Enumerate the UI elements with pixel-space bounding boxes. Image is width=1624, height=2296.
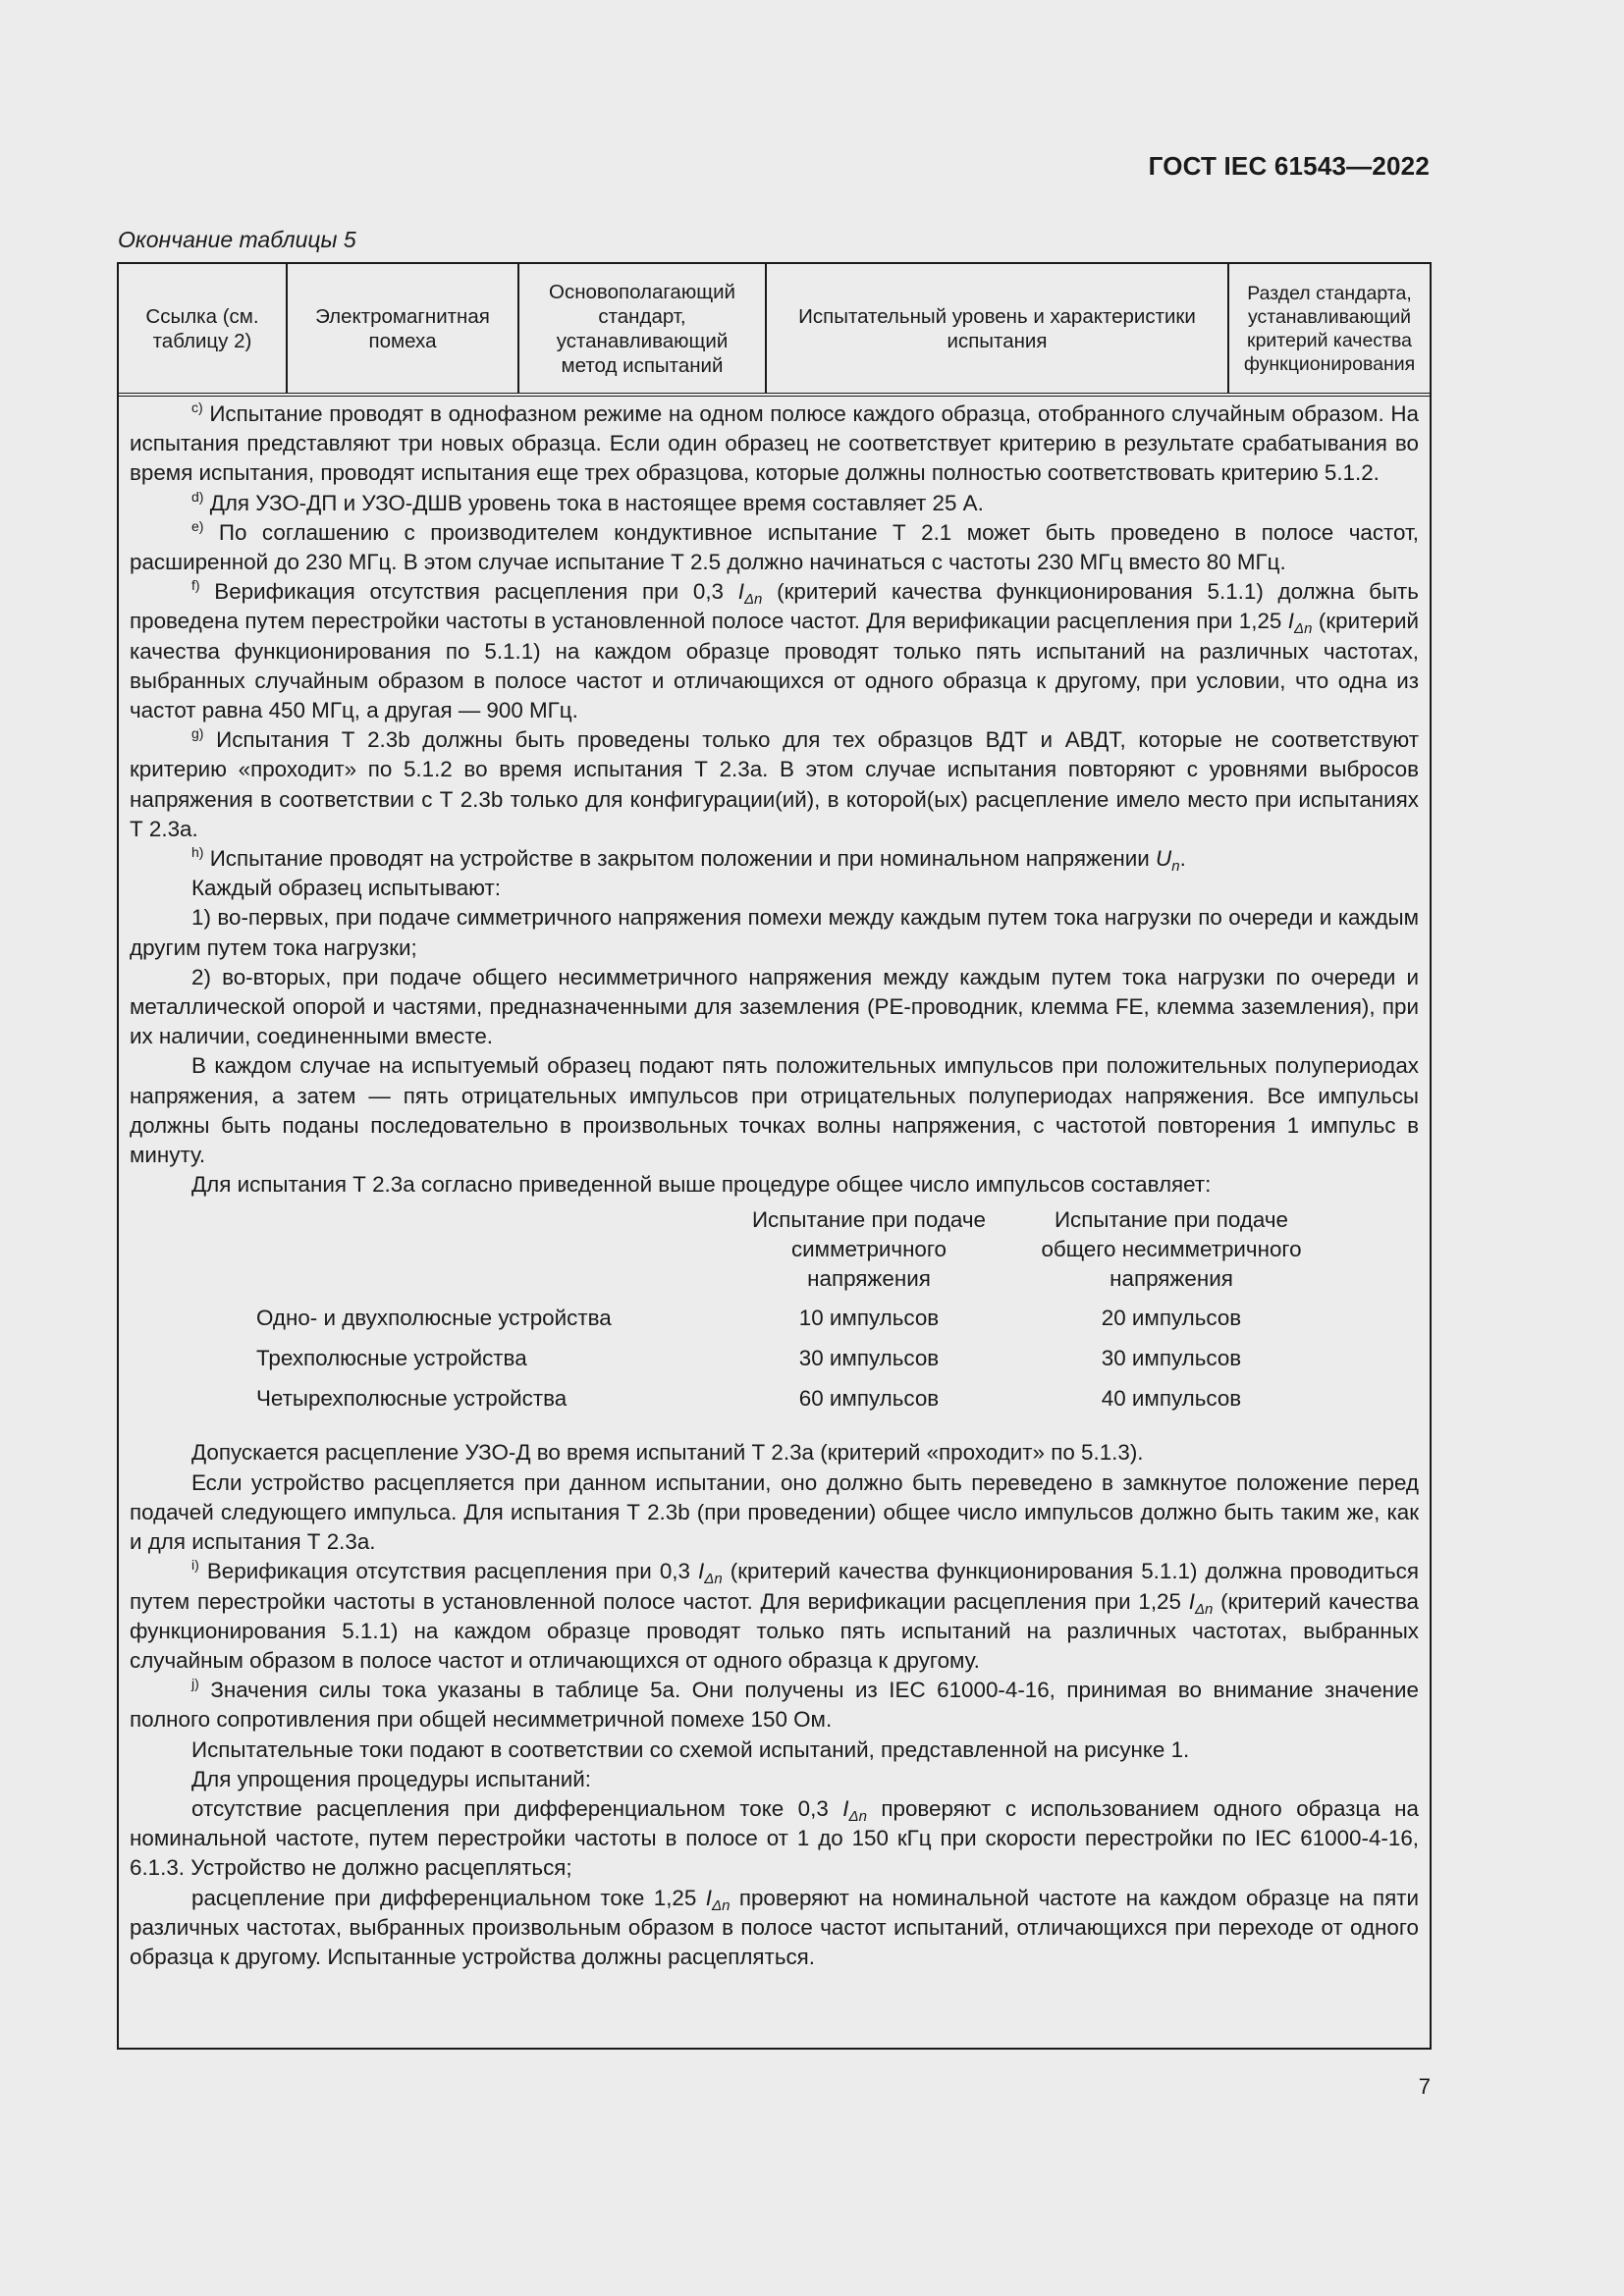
- header-basic-standard: Основополагающий стандарт, устанавливающий метод испытаний: [519, 264, 767, 393]
- footnote-mark-d: d): [191, 488, 204, 505]
- footnote-mark-h: h): [191, 844, 204, 861]
- note-g: [130, 725, 1419, 844]
- note-h-para-3: 1) во-первых, при подаче симметричного напряжения помехи между каждым путем тока нагрузки по очереди и каждым другим путем тока нагрузки;: [130, 905, 1419, 960]
- table-frame: [117, 262, 1432, 2050]
- pulse-symmetric-count: 10 импульсов: [798, 1305, 940, 1330]
- note-h-para-8: Если устройство расцепляется при данном испытании, оно должно быть переведено в замкнутое положение перед подачей следующего импульса. Для испытания Т 2.3b (при проведении) общее число импульсов должно быть таким же, как и для испытания Т 2.3а.: [130, 1469, 1419, 1555]
- note-h-para-7: Допускается расцепление УЗО-Д во время испытаний Т 2.3а (критерий «проходит» по 5.1.3).: [191, 1440, 1144, 1466]
- note-g-text: Испытания Т 2.3b должны быть проведены только для тех образцов ВДТ и АВДТ, которые не соответствуют критерию «проходит» по 5.1.2 во время испытания Т 2.3а. В этом случае испытания повторяют с уровнями выбросов напряжения в соответствии с Т 2.3b только для конфигурации(ий), в которой(ых) расцепление имело место при испытаниях Т 2.3а.: [130, 727, 1419, 841]
- note-j-para-5: [130, 1884, 1419, 1973]
- pulse-device: Четырехполюсные устройства: [256, 1385, 568, 1411]
- note-j-para-3: Для упрощения процедуры испытаний:: [191, 1766, 591, 1791]
- note-i: [130, 1557, 1419, 1676]
- idn-symbol: $I_{\Delta n}$: [698, 1559, 723, 1588]
- footnote-mark-i: i): [191, 1557, 199, 1574]
- note-j-para-4-text-2: проверяют с использованием одного образца на номинальной частоте, путем перестройки частоты в полосе от 1 до 150 кГц при скорости перестройки по IEC 61000-4-16, 6.1.3. Устройство не должно расцепляться;: [130, 1795, 1419, 1881]
- note-j-para-4: [130, 1794, 1419, 1884]
- note-f-text-2: (критерий качества функционирования 5.1.1) должна быть проведена путем перестройки частоты в установленной полосе частот. Для верификации расцепления при 1,25: [130, 579, 1419, 634]
- note-h-para-6: Для испытания Т 2.3а согласно приведенной выше процедуре общее число импульсов составляет:: [191, 1172, 1212, 1198]
- pulse-symmetric-count: 60 импульсов: [798, 1385, 940, 1411]
- note-c: [130, 400, 1419, 489]
- note-j-text: Значения силы тока указаны в таблице 5а. Они получены из IEC 61000-4-16, принимая во внимание значение полного сопротивления при общей несимметричной помехе 150 Ом.: [130, 1678, 1419, 1733]
- document-id: ГОСТ IEC 61543—2022: [1148, 151, 1430, 181]
- pulse-table-row: [130, 1298, 1419, 1338]
- note-h-para-5: В каждом случае на испытуемый образец подают пять положительных импульсов при положительных полупериодах напряжения, а затем — пять отрицательных импульсов при отрицательных полупериодах напряжения. Все импульсы должны быть поданы последовательно в произвольных точках волны напряжения, с частотой повторения 1 импульс в минуту.: [130, 1053, 1419, 1168]
- pulse-device: Трехполюсные устройства: [256, 1345, 527, 1370]
- note-c-text: Испытание проводят в однофазном режиме на одном полюсе каждого образца, отобранного случайным образом. На испытания представляют три новых образца. Если один образец не соответствует критерию в результате срабатывания во время испытания, проводят испытания еще трех образцова, которые должны полностью соответствовать критерию 5.1.2.: [130, 401, 1419, 486]
- pulse-symmetric-count: 30 импульсов: [798, 1345, 940, 1370]
- note-e-text: По соглашению с производителем кондуктивное испытание Т 2.1 может быть проведено в полосе частот, расширенной до 230 МГц. В этом случае испытание Т 2.5 должно начинаться с частоты 230 МГц вместо 80 МГц.: [130, 519, 1419, 575]
- idn-symbol: $I_{\Delta n}$: [1287, 609, 1313, 638]
- page-number: 7: [1418, 2074, 1431, 2099]
- table-caption: Окончание таблицы 5: [118, 227, 356, 252]
- note-f-text-3: (критерий качества функционирования по 5.1.1) на каждом образце проводят только пять испытаний на различных частотах, выбранных случайным образом в полосе частот и отличающихся от одного образца к другому, при условии, что одна из частот равна 450 МГц, а другая — 900 МГц.: [130, 609, 1419, 723]
- note-j-para-5-text-1: расцепление при дифференциальном токе 1,25: [191, 1885, 697, 1910]
- note-i-text-3: (критерий качества функционирования 5.1.1) на каждом образце проводят только пять испытаний на различных частотах, выбранных случайным образом в полосе частот и отличающихся от одного образца к другому.: [130, 1588, 1419, 1673]
- table-notes: [119, 397, 1430, 1972]
- idn-symbol: $I_{\Delta n}$: [1188, 1588, 1214, 1618]
- pulse-asymmetric-count: 40 импульсов: [1101, 1385, 1242, 1411]
- pulse-header-asymmetric: Испытание при подаче общего несимметричного напряжения: [1041, 1207, 1302, 1292]
- header-criterion-section: Раздел стандарта, устанавливающий критерий качества функционирования: [1243, 282, 1416, 375]
- note-h-para-2: Каждый образец испытывают:: [191, 876, 501, 901]
- idn-symbol: $I_{\Delta n}$: [737, 579, 763, 609]
- note-j-para-5-text-2: проверяют на номинальной частоте на каждом образце на пяти различных частотах, выбранных произвольным образом в полосе частот испытаний, отличающихся при переходе от одного образца к другому. Испытанные устройства должны расцепляться.: [130, 1885, 1419, 1969]
- note-e: [130, 518, 1419, 577]
- footnote-mark-f: f): [191, 577, 200, 594]
- pulse-device: Одно- и двухполюсные устройства: [256, 1305, 612, 1330]
- pulse-header-symmetric: Испытание при подаче симметричного напряжения: [751, 1207, 987, 1292]
- header-disturbance: Электромагнитная помеха: [288, 264, 519, 393]
- note-i-text-1: Верификация отсутствия расцепления при 0,3: [206, 1559, 690, 1584]
- header-reference: Ссылка (см. таблицу 2): [119, 264, 288, 393]
- idn-symbol: $I_{\Delta n}$: [705, 1885, 731, 1914]
- note-f: [130, 577, 1419, 725]
- footnote-mark-j: j): [191, 1676, 199, 1692]
- pulse-table-row: [130, 1378, 1419, 1418]
- note-d: [130, 489, 1419, 518]
- note-j-para-2: Испытательные токи подают в соответствии со схемой испытаний, представленной на рисунке 1.: [191, 1736, 1190, 1762]
- note-h-para-4: 2) во-вторых, при подаче общего несимметричного напряжения между каждым путем тока нагрузки по очереди и металлической опорой и частями, предназначенными для заземления (PE-проводник, клемма FE, клемма заземления), при их наличии, соединенными вместе.: [130, 964, 1419, 1049]
- note-j-para-4-text-1: отсутствие расцепления при дифференциальном токе 0,3: [191, 1795, 829, 1821]
- footnote-mark-c: c): [191, 400, 203, 415]
- note-h-text: Испытание проводят на устройстве в закрытом положении и при номинальном напряжении: [209, 846, 1150, 872]
- pulse-asymmetric-count: 30 импульсов: [1101, 1345, 1242, 1370]
- footnote-mark-g: g): [191, 725, 204, 742]
- pulse-count-table: [130, 1205, 1419, 1418]
- note-i-text-2: (критерий качества функционирования 5.1.1) должна проводиться путем перестройки частоты в установленной полосе частот. Для верификации расцепления при 1,25: [130, 1559, 1419, 1614]
- pulse-asymmetric-count: 20 импульсов: [1101, 1305, 1242, 1330]
- footnote-mark-e: e): [191, 517, 204, 534]
- un-symbol: $U_n$: [1156, 846, 1180, 876]
- note-j: [130, 1676, 1419, 1735]
- note-d-text: Для УЗО-ДП и УЗО-ДШВ уровень тока в настоящее время составляет 25 А.: [209, 490, 984, 515]
- pulse-table-row: [130, 1338, 1419, 1378]
- note-f-text-1: Верификация отсутствия расцепления при 0,3: [214, 579, 724, 605]
- header-test-level: Испытательный уровень и характеристики испытания: [767, 264, 1229, 393]
- note-h: $^{h)}$ Испытание проводят на устройстве в закрытом положении и при номинальном напряжении $U_n$.: [191, 844, 1186, 876]
- pulse-table-header: [130, 1205, 1419, 1294]
- idn-symbol: $I_{\Delta n}$: [842, 1795, 867, 1825]
- table-header-row: [119, 264, 1430, 397]
